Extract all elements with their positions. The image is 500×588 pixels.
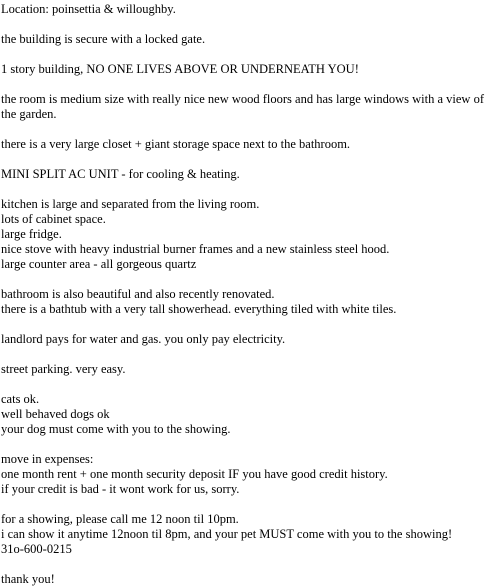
ac-line: MINI SPLIT AC UNIT - for cooling & heating.: [1, 167, 240, 181]
paragraph-parking: [1, 362, 499, 377]
kitchen-line: large fridge.: [1, 227, 62, 241]
pets-line: your dog must come with you to the showing.: [1, 422, 231, 436]
paragraph-kitchen: [1, 197, 499, 272]
location-line: Location: poinsettia & willoughby.: [1, 2, 176, 16]
pets-line: cats ok.: [1, 392, 40, 406]
phone-number: 31o-600-0215: [1, 542, 72, 556]
move-in-line: move in expenses:: [1, 452, 94, 466]
security-line: the building is secure with a locked gate.: [1, 32, 206, 46]
bathroom-line: bathroom is also beautiful and also recently renovated.: [1, 287, 275, 301]
closing-line: thank you!: [1, 572, 55, 586]
paragraph-showing: [1, 512, 499, 557]
kitchen-line: large counter area - all gorgeous quartz: [1, 257, 197, 271]
paragraph-room: [1, 92, 499, 122]
move-in-line: one month rent + one month security deposit IF you have good credit history.: [1, 467, 388, 481]
paragraph-location: [1, 2, 499, 17]
paragraph-closing: [1, 572, 499, 587]
building-line: 1 story building, NO ONE LIVES ABOVE OR UNDERNEATH YOU!: [1, 62, 359, 76]
kitchen-line: nice stove with heavy industrial burner frames and a new stainless steel hood.: [1, 242, 390, 256]
room-line: the room is medium size with really nice new wood floors and has large windows with a view of the garden.: [1, 92, 484, 121]
utilities-line: landlord pays for water and gas. you only pay electricity.: [1, 332, 286, 346]
showing-line: for a showing, please call me 12 noon til 10pm.: [1, 512, 239, 526]
closet-line: there is a very large closet + giant storage space next to the bathroom.: [1, 137, 351, 151]
paragraph-security: [1, 32, 499, 47]
kitchen-line: lots of cabinet space.: [1, 212, 106, 226]
parking-line: street parking. very easy.: [1, 362, 126, 376]
paragraph-ac: [1, 167, 499, 182]
paragraph-pets: [1, 392, 499, 437]
showing-line: i can show it anytime 12noon til 8pm, and your pet MUST come with you to the showing!: [1, 527, 453, 541]
paragraph-utilities: [1, 332, 499, 347]
kitchen-line: kitchen is large and separated from the living room.: [1, 197, 260, 211]
bathroom-line: there is a bathtub with a very tall showerhead. everything tiled with white tiles.: [1, 302, 397, 316]
paragraph-building: [1, 62, 499, 77]
paragraph-closet: [1, 137, 499, 152]
pets-line: well behaved dogs ok: [1, 407, 110, 421]
paragraph-move-in: [1, 452, 499, 497]
move-in-line: if your credit is bad - it wont work for us, sorry.: [1, 482, 240, 496]
paragraph-bathroom: [1, 287, 499, 317]
